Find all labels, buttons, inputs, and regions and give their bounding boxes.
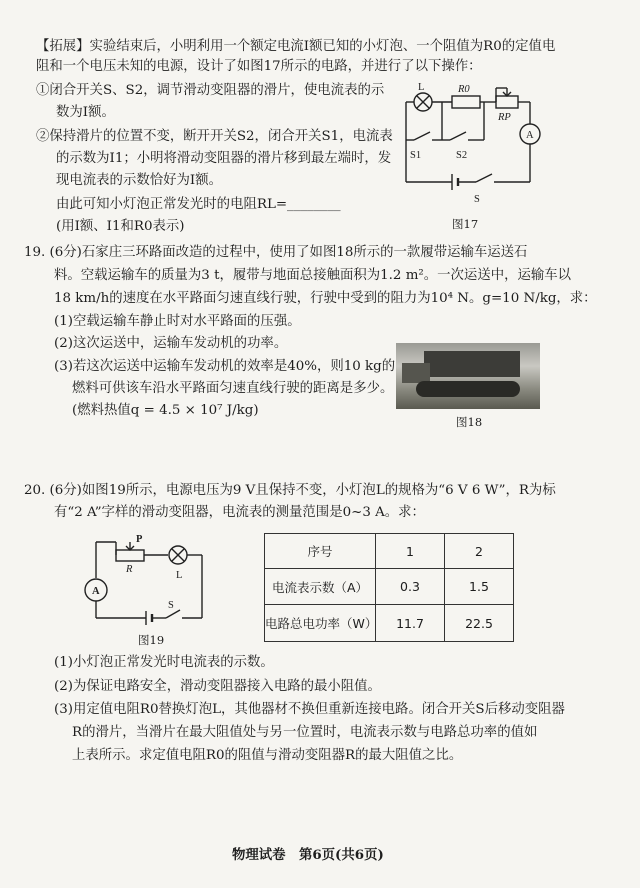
ext-line-5: ②保持滑片的位置不变，断开开关S2，闭合开关S1，电流表 [36, 129, 393, 144]
table-cell: 0.3 [376, 569, 445, 605]
fig17-label-S2: S2 [456, 150, 468, 161]
fig17-caption: 图17 [452, 217, 479, 231]
table-cell: 11.7 [376, 605, 445, 642]
table-header-cell: 1 [376, 534, 445, 569]
ext-line-2: 阻和一个电压未知的电源，设计了如图17所示的电路，并进行了以下操作： [36, 59, 482, 74]
ext-line-3: ①闭合开关S、S2，调节滑动变阻器的滑片，使电流表的示 [36, 83, 385, 98]
fig17-label-L: L [418, 82, 425, 93]
table-cell: 电流表示数（A） [265, 569, 376, 605]
ext-line-8: 由此可知小灯泡正常发光时的电阻RL=________ [56, 197, 341, 212]
ext-line-9: (用I额、I1和R0表示) [56, 219, 185, 234]
fig19-label-R: R [126, 564, 133, 575]
table-header-row [265, 534, 514, 569]
q19-line-5: (2)这次运送中，运输车发动机的功率。 [54, 336, 288, 351]
q20-part-4: R的滑片，当滑片在最大阻值处与另一位置时，电流表示数与电路总功率的值如 [72, 725, 538, 740]
fig17-label-Rp: RP [498, 112, 511, 123]
circuit-figure-19 [82, 536, 212, 632]
tracked-transporter-photo [396, 343, 540, 409]
q19-line-4: (1)空载运输车静止时对水平路面的压强。 [54, 314, 301, 329]
q19-line-2: 料。空载运输车的质量为3 t，履带与地面总接触面积为1.2 m²。一次运送中，运输车以 [54, 268, 572, 283]
fig17-label-S1: S1 [410, 150, 422, 161]
ext-line-7: 现电流表的示数恰好为I额。 [56, 173, 222, 188]
q20-line-2: 有“2 A”字样的滑动变阻器，电流表的测量范围是0~3 A。求： [54, 505, 425, 520]
table-cell: 电路总电功率（W） [265, 605, 376, 642]
fig19-label-L: L [176, 570, 183, 581]
fig17-label-A: A [526, 130, 534, 141]
fig17-label-S: S [474, 194, 480, 205]
circuit-figure-17 [398, 84, 548, 214]
page-footer: 物理试卷 第6页(共6页) [232, 847, 384, 863]
table-row [265, 569, 514, 605]
fig19-label-A: A [92, 586, 100, 597]
q19-line-7: 燃料可供该车沿水平路面匀速直线行驶的距离是多少。 [72, 381, 394, 396]
q19-line-1: 19. (6分)石家庄三环路面改造的过程中，使用了如图18所示的一款履带运输车运送石 [24, 245, 528, 260]
q20-part-2: (2)为保证电路安全，滑动变阻器接入电路的最小阻值。 [54, 679, 381, 694]
q20-part-5: 上表所示。求定值电阻R0的阻值与滑动变阻器R的最大阻值之比。 [72, 748, 463, 763]
table-header-cell: 序号 [265, 534, 376, 569]
table-row [265, 605, 514, 642]
data-table [264, 533, 514, 642]
q20-line-1: 20. (6分)如图19所示，电源电压为9 V且保持不变，小灯泡L的规格为“6 V 6 W”，R为标 [24, 483, 556, 498]
q20-part-3: (3)用定值电阻R0替换灯泡L，其他器材不换但重新连接电路。闭合开关S后移动变阻器 [54, 702, 565, 717]
q19-line-6: (3)若这次运送中运输车发动机的效率是40%，则10 kg的 [54, 359, 396, 374]
fig18-caption: 图18 [456, 415, 483, 429]
ext-line-4: 数为I额。 [56, 105, 115, 120]
fig19-caption: 图19 [138, 633, 165, 647]
ext-line-1: 【拓展】实验结束后，小明利用一个额定电流I额已知的小灯泡、一个阻值为R0的定值电 [36, 39, 556, 54]
fig19-label-P: P [136, 534, 143, 545]
table-header-cell: 2 [445, 534, 514, 569]
ext-line-6: 的示数为I1；小明将滑动变阻器的滑片移到最左端时，发 [56, 151, 392, 166]
table-cell: 22.5 [445, 605, 514, 642]
fig19-label-S: S [168, 600, 174, 611]
table-cell: 1.5 [445, 569, 514, 605]
q20-part-1: (1)小灯泡正常发光时电流表的示数。 [54, 655, 274, 670]
q19-line-3: 18 km/h的速度在水平路面匀速直线行驶，行驶中受到的阻力为10⁴ N。g=10 N/kg，求： [54, 291, 597, 306]
fig17-label-R0: R0 [458, 84, 470, 95]
q19-line-8: (燃料热值q = 4.5 × 10⁷ J/kg) [72, 403, 259, 418]
